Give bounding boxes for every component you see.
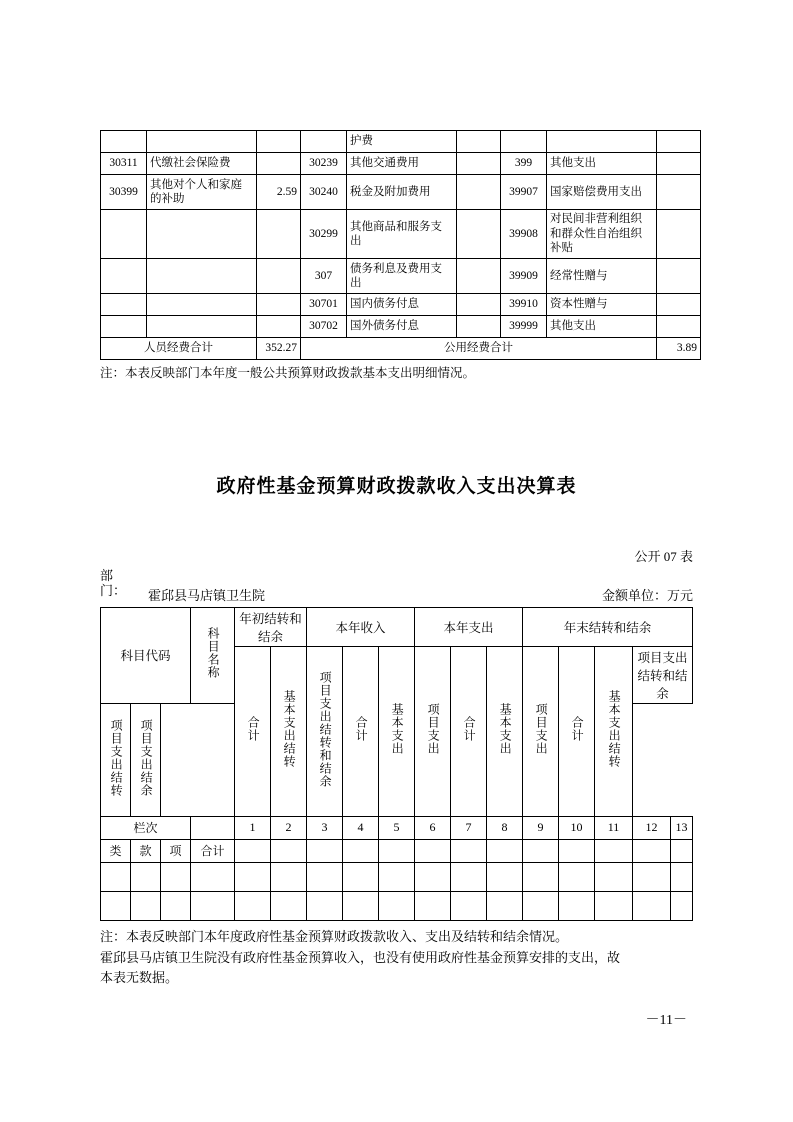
cell-code xyxy=(101,210,147,259)
header-group-row xyxy=(101,607,693,646)
total-value-5 xyxy=(379,839,415,862)
cell-value xyxy=(633,862,671,891)
total-value-4 xyxy=(343,839,379,862)
table-row xyxy=(101,153,701,175)
cell-value xyxy=(523,891,559,920)
cell-code: 307 xyxy=(301,259,347,294)
cell-value xyxy=(657,316,701,338)
total-value-2 xyxy=(271,839,307,862)
total-label: 合计 xyxy=(191,839,235,862)
cell-value xyxy=(415,891,451,920)
cell-value xyxy=(657,210,701,259)
header-begin-project-carry: 项目支出结转和结余 xyxy=(307,646,343,816)
cell-name xyxy=(147,259,257,294)
page-title: 政府性基金预算财政拨款收入支出决算表 xyxy=(216,475,577,497)
lanci-13: 13 xyxy=(671,816,693,839)
cell-value xyxy=(657,131,701,153)
cell-value xyxy=(343,862,379,891)
cell-name: 国家赔偿费用支出 xyxy=(547,175,657,210)
lanci-5: 5 xyxy=(379,816,415,839)
lanci-7: 7 xyxy=(451,816,487,839)
lanci-label: 栏次 xyxy=(101,816,191,839)
amount-unit: 金额单位：万元 xyxy=(601,587,693,603)
header-end-balance-group: 年末结转和结余 xyxy=(523,607,693,646)
cell-value xyxy=(457,294,501,316)
cell-name: 税金及附加费用 xyxy=(347,175,457,210)
cell-class xyxy=(101,862,131,891)
header-subject-code: 科目代码 xyxy=(101,607,191,703)
cell-value xyxy=(559,891,595,920)
total-value-1 xyxy=(235,839,271,862)
cell-name: 其他支出 xyxy=(547,316,657,338)
total-value-8 xyxy=(487,839,523,862)
header-end-project-group: 项目支出结转和结余 xyxy=(633,646,693,703)
header-subject-name: 科目名称 xyxy=(191,607,235,703)
cell-value xyxy=(487,862,523,891)
cell-value xyxy=(415,862,451,891)
table-row xyxy=(101,862,693,891)
label-class: 类 xyxy=(101,839,131,862)
column-number-row xyxy=(101,816,693,839)
cell-name: 护费 xyxy=(347,131,457,153)
dept-label-line2: 门： xyxy=(100,582,127,598)
total-value-3 xyxy=(307,839,343,862)
cell-code xyxy=(501,131,547,153)
header-end-total: 合计 xyxy=(559,646,595,816)
cell-section xyxy=(131,891,161,920)
cell-name: 代缴社会保险费 xyxy=(147,153,257,175)
cell-name: 其他支出 xyxy=(547,153,657,175)
dept-name: 霍邱县马店镇卫生院 xyxy=(148,587,266,603)
cell-name xyxy=(147,294,257,316)
lanci-3: 3 xyxy=(307,816,343,839)
cell-name xyxy=(147,316,257,338)
cell-value xyxy=(307,891,343,920)
cell-value xyxy=(451,891,487,920)
cell-code: 39999 xyxy=(501,316,547,338)
cell-code: 30239 xyxy=(301,153,347,175)
cell-value xyxy=(657,175,701,210)
cell-value xyxy=(307,862,343,891)
page-number: －11－ xyxy=(645,1013,687,1029)
table-row xyxy=(101,294,701,316)
lanci-4: 4 xyxy=(343,816,379,839)
cell-value: 2.59 xyxy=(257,175,301,210)
cell-name: 对民间非营利组织和群众性自治组织补贴 xyxy=(547,210,657,259)
total-value-10 xyxy=(559,839,595,862)
cell-code: 39910 xyxy=(501,294,547,316)
cell-item xyxy=(161,891,191,920)
total-label-right: 公用经费合计 xyxy=(301,338,657,360)
cell-value xyxy=(379,862,415,891)
cell-code: 39907 xyxy=(501,175,547,210)
gov-fund-budget-table xyxy=(100,607,693,921)
cell-value xyxy=(559,862,595,891)
cell-value xyxy=(657,294,701,316)
total-value-6 xyxy=(415,839,451,862)
cell-value xyxy=(257,316,301,338)
cell-code xyxy=(101,294,147,316)
bottom-note-line-2: 霍邱县马店镇卫生院没有政府性基金预算收入，也没有使用政府性基金预算安排的支出，故 xyxy=(100,949,621,965)
total-value-13 xyxy=(671,839,693,862)
cell-section xyxy=(131,862,161,891)
header-year-income-group: 本年收入 xyxy=(307,607,415,646)
total-value-7 xyxy=(451,839,487,862)
cell-value xyxy=(457,259,501,294)
cell-value xyxy=(257,210,301,259)
header-end-basic-carry: 基本支出结转 xyxy=(595,646,633,816)
lanci-12: 12 xyxy=(633,816,671,839)
cell-code: 399 xyxy=(501,153,547,175)
cell-class xyxy=(101,891,131,920)
cell-value xyxy=(457,316,501,338)
cell-item xyxy=(161,862,191,891)
bottom-note-line-3: 本表无数据。 xyxy=(100,970,179,986)
total-row xyxy=(101,839,693,862)
header-begin-balance-group: 年初结转和结余 xyxy=(235,607,307,646)
cell-value xyxy=(457,175,501,210)
cell-code xyxy=(101,131,147,153)
cell-name: 债务利息及费用支出 xyxy=(347,259,457,294)
cell-code: 30701 xyxy=(301,294,347,316)
table-total-row xyxy=(101,338,701,360)
cell-code: 30240 xyxy=(301,175,347,210)
cell-name: 其他对个人和家庭的补助 xyxy=(147,175,257,210)
total-value-9 xyxy=(523,839,559,862)
header-income-basic: 基本支出 xyxy=(379,646,415,816)
cell-value xyxy=(235,891,271,920)
cell-value xyxy=(595,891,633,920)
header-begin-basic-carry: 基本支出结转 xyxy=(271,646,307,816)
header-income-project: 项目支出 xyxy=(415,646,451,816)
cell-name xyxy=(147,131,257,153)
header-end-project-surplus: 项目支出结余 xyxy=(131,703,161,816)
lanci-1: 1 xyxy=(235,816,271,839)
header-end-project-carry: 项目支出结转 xyxy=(101,703,131,816)
cell-code: 30299 xyxy=(301,210,347,259)
cell-value xyxy=(457,131,501,153)
cell-name: 国外债务付息 xyxy=(347,316,457,338)
total-value-left: 352.27 xyxy=(257,338,301,360)
cell-code: 39909 xyxy=(501,259,547,294)
cell-name xyxy=(547,131,657,153)
lanci-6: 6 xyxy=(415,816,451,839)
basic-expense-detail-table xyxy=(100,130,701,360)
cell-name: 经常性赠与 xyxy=(547,259,657,294)
table-row xyxy=(101,131,701,153)
total-value-11 xyxy=(595,839,633,862)
dept-label-line1: 部 xyxy=(100,567,114,583)
table-row xyxy=(101,210,701,259)
cell-value xyxy=(595,862,633,891)
cell-value xyxy=(271,862,307,891)
lanci-8: 8 xyxy=(487,816,523,839)
cell-name: 其他商品和服务支出 xyxy=(347,210,457,259)
cell-value xyxy=(235,862,271,891)
table-row xyxy=(101,259,701,294)
lanci-10: 10 xyxy=(559,816,595,839)
cell-value xyxy=(257,153,301,175)
cell-name xyxy=(191,862,235,891)
cell-value xyxy=(257,131,301,153)
cell-code xyxy=(101,316,147,338)
table-row xyxy=(101,891,693,920)
cell-name: 资本性赠与 xyxy=(547,294,657,316)
top-table-note: 注：本表反映部门本年度一般公共预算财政拨款基本支出明细情况。 xyxy=(100,366,476,380)
cell-value xyxy=(657,259,701,294)
lanci-2: 2 xyxy=(271,816,307,839)
cell-code: 30311 xyxy=(101,153,147,175)
cell-name xyxy=(147,210,257,259)
lanci-11: 11 xyxy=(595,816,633,839)
cell-value xyxy=(671,891,693,920)
label-section: 款 xyxy=(131,839,161,862)
cell-value xyxy=(487,891,523,920)
cell-code: 30702 xyxy=(301,316,347,338)
cell-value xyxy=(633,891,671,920)
table-row xyxy=(101,175,701,210)
cell-code: 39908 xyxy=(501,210,547,259)
cell-code: 30399 xyxy=(101,175,147,210)
header-expense-total: 合计 xyxy=(451,646,487,816)
table-row xyxy=(101,316,701,338)
cell-value xyxy=(257,259,301,294)
cell-value xyxy=(451,862,487,891)
lanci-blank xyxy=(191,816,235,839)
header-year-expense-group: 本年支出 xyxy=(415,607,523,646)
top-table-section xyxy=(100,0,697,383)
cell-value xyxy=(523,862,559,891)
header-expense-project: 项目支出 xyxy=(523,646,559,816)
label-item: 项 xyxy=(161,839,191,862)
form-number: 公开 07 表 xyxy=(634,548,693,564)
cell-value xyxy=(457,153,501,175)
cell-value xyxy=(257,294,301,316)
header-begin-total: 合计 xyxy=(235,646,271,816)
cell-name: 国内债务付息 xyxy=(347,294,457,316)
cell-name: 其他交通费用 xyxy=(347,153,457,175)
cell-value xyxy=(671,862,693,891)
cell-value xyxy=(271,891,307,920)
total-label-left: 人员经费合计 xyxy=(101,338,257,360)
meta-row xyxy=(100,567,693,607)
total-value-12 xyxy=(633,839,671,862)
header-income-total: 合计 xyxy=(343,646,379,816)
cell-name xyxy=(191,891,235,920)
dept-label xyxy=(100,569,126,599)
lanci-9: 9 xyxy=(523,816,559,839)
cell-value xyxy=(457,210,501,259)
bottom-note-line-1: 注：本表反映部门本年度政府性基金预算财政拨款收入、支出及结转和结余情况。 xyxy=(100,928,569,944)
cell-value xyxy=(379,891,415,920)
cell-code xyxy=(301,131,347,153)
bottom-note xyxy=(100,927,693,989)
header-expense-basic: 基本支出 xyxy=(487,646,523,816)
cell-value xyxy=(343,891,379,920)
total-value-right: 3.89 xyxy=(657,338,701,360)
cell-code xyxy=(101,259,147,294)
cell-value xyxy=(657,153,701,175)
